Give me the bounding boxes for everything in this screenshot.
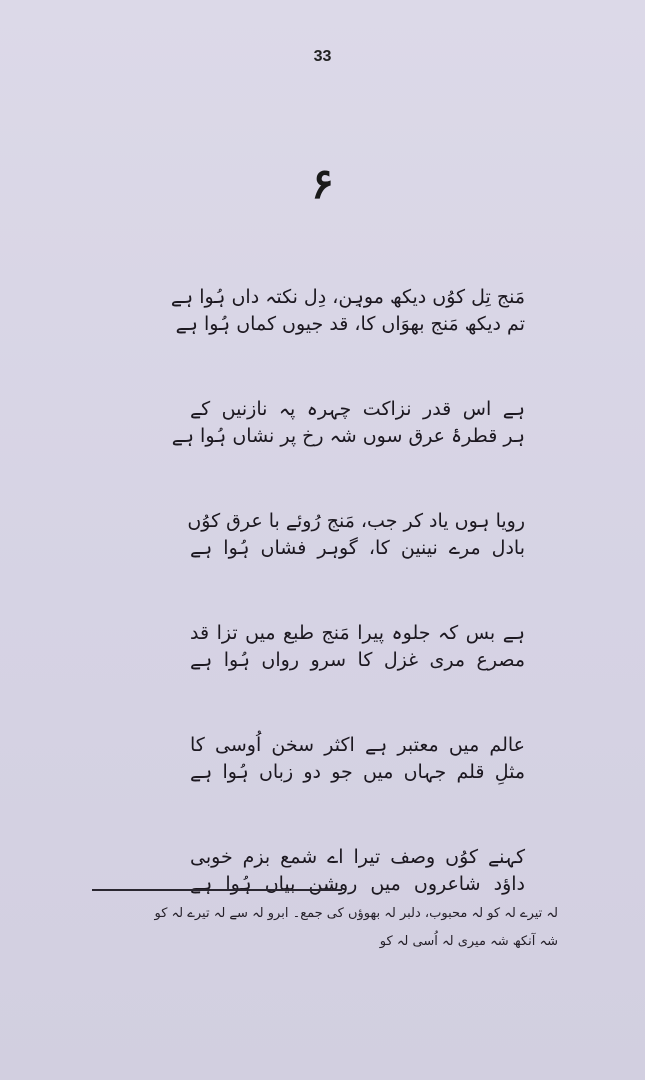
couplet-line: ہے اس قدر نزاکت چہرہ پہ نازنیں کے: [190, 398, 525, 420]
couplet: [171, 396, 525, 450]
couplet-line: ہر قطرۂ عرق سوں شہ رخ پر نشاں ہُوا ہے: [171, 425, 525, 447]
couplet-line: مَنج تِل کوُں دیکھ موہِن، دِل نکتہ داں ہُوا ہے: [170, 286, 525, 308]
couplet: [190, 732, 525, 786]
page-number: 33: [313, 48, 332, 65]
footnote-divider: [92, 889, 342, 891]
ghazal-couplets: [170, 284, 525, 956]
ghazal-number: ۶: [311, 159, 334, 208]
footnote-line: لہ تیرے لہ کو لہ محبوب، دلبر لہ بھوؤں کی جمع۔ ابرو لہ سے لہ تیرے لہ کو: [154, 906, 558, 921]
couplet-line: ہے بس کہ جلوہ پیرا مَنج طبع میں تزا قد: [190, 622, 525, 644]
couplet-line: تم دیکھ مَنج بھوَاں کا، قد جیوں کماں ہُوا ہے: [175, 313, 525, 335]
footnotes: [88, 900, 558, 956]
couplet-line: مصرع مری غزل کا سرو رواں ہُوا ہے: [190, 649, 525, 671]
couplet-line: عالم میں معتبر ہے اکثر سخن اُوسی کا: [190, 734, 525, 756]
couplet: [190, 620, 525, 674]
couplet: [170, 284, 525, 338]
couplet-line: مثلِ قلم جہاں میں جو دو زباں ہُوا ہے: [190, 761, 525, 783]
couplet: [187, 508, 525, 562]
couplet-line: کہنے کوُں وصف تیرا اے شمع بزم خوبی: [190, 846, 525, 868]
couplet-line: بادل مرے نینین کا، گوہر فشاں ہُوا ہے: [190, 537, 525, 559]
couplet-line: رویا ہوں یاد کر جب، مَنج رُوئے با عرق کوُں: [187, 510, 525, 532]
couplet-line: داؤد شاعروں میں روشن بیاں ہُوا ہے: [190, 873, 525, 895]
footnote-line: شہ آنکھ شہ میری لہ اُسی لہ کو: [379, 934, 558, 949]
